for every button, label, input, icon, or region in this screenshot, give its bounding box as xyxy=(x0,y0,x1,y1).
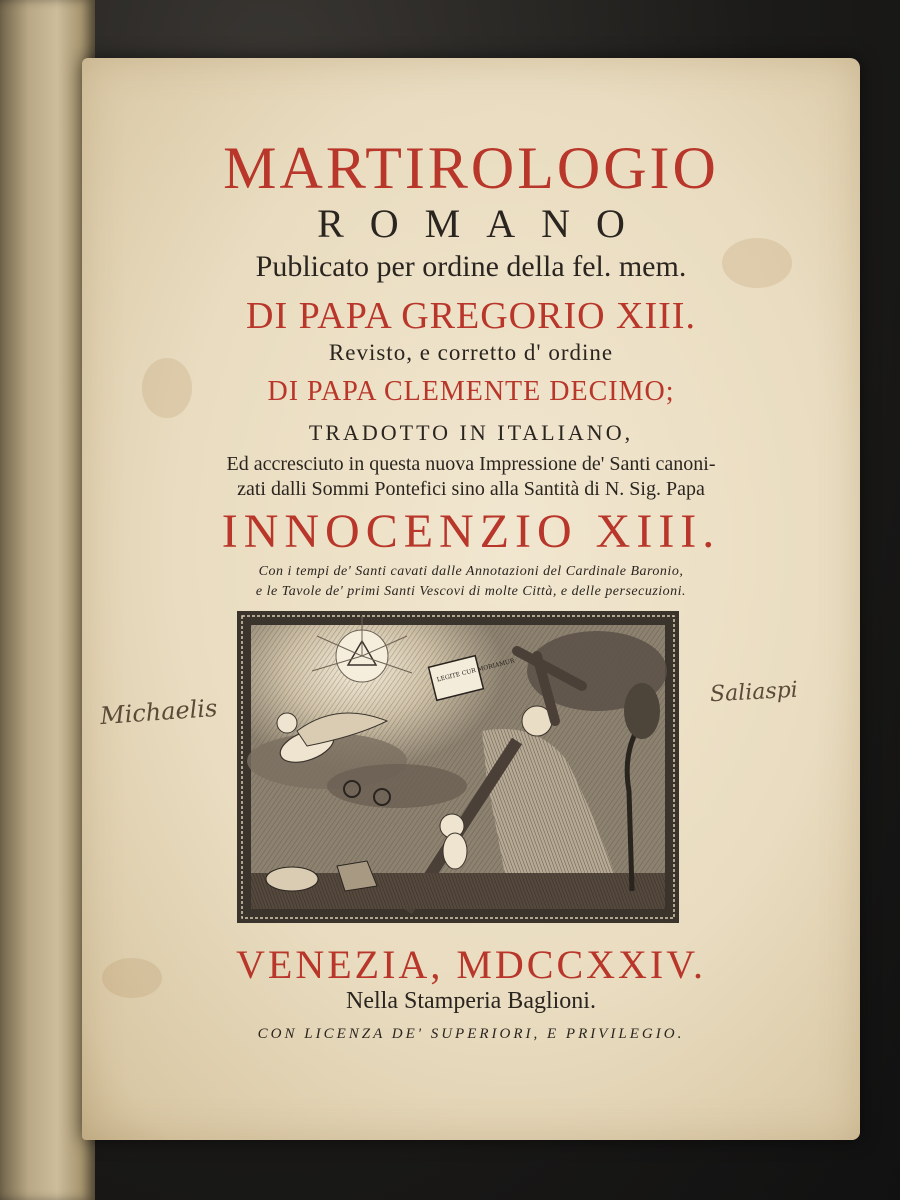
book-inscription: LEGITE CUR MORIAMUR xyxy=(436,657,516,684)
published-line: Publicato per ordine della fel. mem. xyxy=(255,250,687,283)
expanded-line-1: Ed accresciuto in questa nuova Impressione de' Santi canoni- xyxy=(226,453,716,475)
imprint-place-date: VENEZIA, MDCCXXIV. xyxy=(236,942,706,987)
baronio-line-1: Con i tempi de' Santi cavati dalle Annotazioni del Cardinale Baronio, xyxy=(258,564,684,579)
translated-line: TRADOTTO IN ITALIANO, xyxy=(308,420,634,445)
engraving-illustration xyxy=(237,611,679,923)
pope-clemente-line: DI PAPA CLEMENTE DECIMO; xyxy=(267,376,675,407)
title-martirologio: MARTIROLOGIO xyxy=(223,135,719,201)
imprint-license: CON LICENZA DE' SUPERIORI, E PRIVILEGIO. xyxy=(257,1026,685,1042)
expanded-line-2: zati dalli Sommi Pontefici sino alla Santità di N. Sig. Papa xyxy=(237,478,705,500)
title-page xyxy=(82,58,860,1140)
handwritten-signature-right: Saliaspi xyxy=(709,677,799,708)
pope-gregorio-line: DI PAPA GREGORIO XIII. xyxy=(246,295,696,337)
handwritten-signature-left: Michaelis xyxy=(99,693,219,731)
baronio-line-2: e le Tavole de' primi Santi Vescovi di molte Città, e delle persecuzioni. xyxy=(255,584,687,599)
revised-line: Revisto, e corretto d' ordine xyxy=(328,340,614,365)
title-romano: ROMANO xyxy=(317,201,651,246)
book-cover-edge xyxy=(0,0,95,1200)
imprint-printer: Nella Stamperia Baglioni. xyxy=(346,988,596,1014)
pope-innocenzio-line: INNOCENZIO XIII. xyxy=(221,505,721,558)
